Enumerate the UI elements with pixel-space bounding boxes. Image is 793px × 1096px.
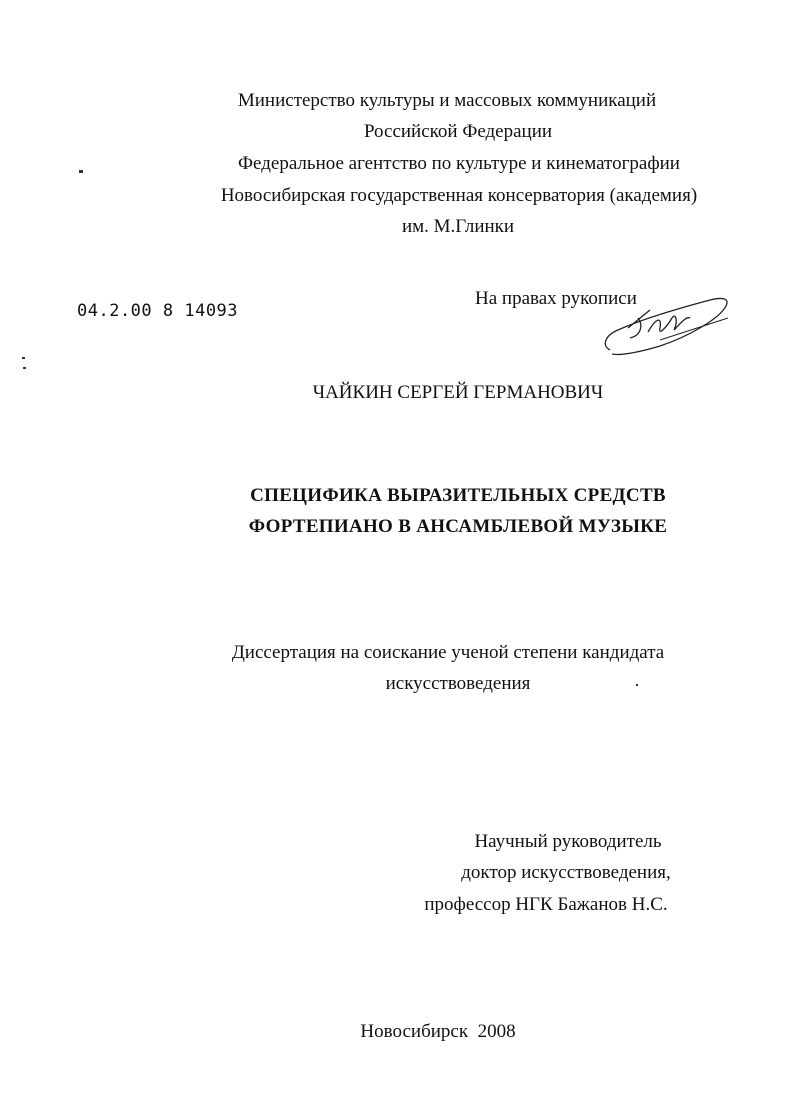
scan-speck	[79, 170, 83, 173]
institution-line: Новосибирская государственная консерватория (академия)	[220, 185, 698, 206]
scan-speck	[636, 684, 638, 686]
agency-line: Федеральное агентство по культуре и кинематографии	[238, 153, 680, 174]
supervisor-name: профессор НГК Бажанов Н.С.	[424, 894, 668, 915]
ministry-line: Министерство культуры и массовых коммуникаций	[237, 90, 657, 111]
supervisor-role: Научный руководитель	[474, 831, 662, 852]
degree-line-2: искусствоведения	[385, 673, 531, 694]
scan-speck	[23, 367, 26, 369]
signature-icon	[600, 288, 732, 362]
city-year: Новосибирск 2008	[360, 1021, 516, 1042]
registry-number: 04.2.00 8 14093	[77, 301, 239, 321]
title-line-1: СПЕЦИФИКА ВЫРАЗИТЕЛЬНЫХ СРЕДСТВ	[250, 485, 666, 506]
scan-speck	[22, 357, 25, 359]
named-after-line: им. М.Глинки	[401, 216, 515, 237]
author-name: ЧАЙКИН СЕРГЕЙ ГЕРМАНОВИЧ	[312, 382, 604, 403]
federation-line: Российской Федерации	[363, 121, 553, 142]
manuscript-rights: На правах рукописи	[475, 288, 637, 309]
supervisor-title: доктор искусствоведения,	[461, 862, 671, 883]
degree-line-1: Диссертация на соискание ученой степени кандидата	[231, 642, 665, 663]
title-line-2: ФОРТЕПИАНО В АНСАМБЛЕВОЙ МУЗЫКЕ	[248, 516, 668, 537]
